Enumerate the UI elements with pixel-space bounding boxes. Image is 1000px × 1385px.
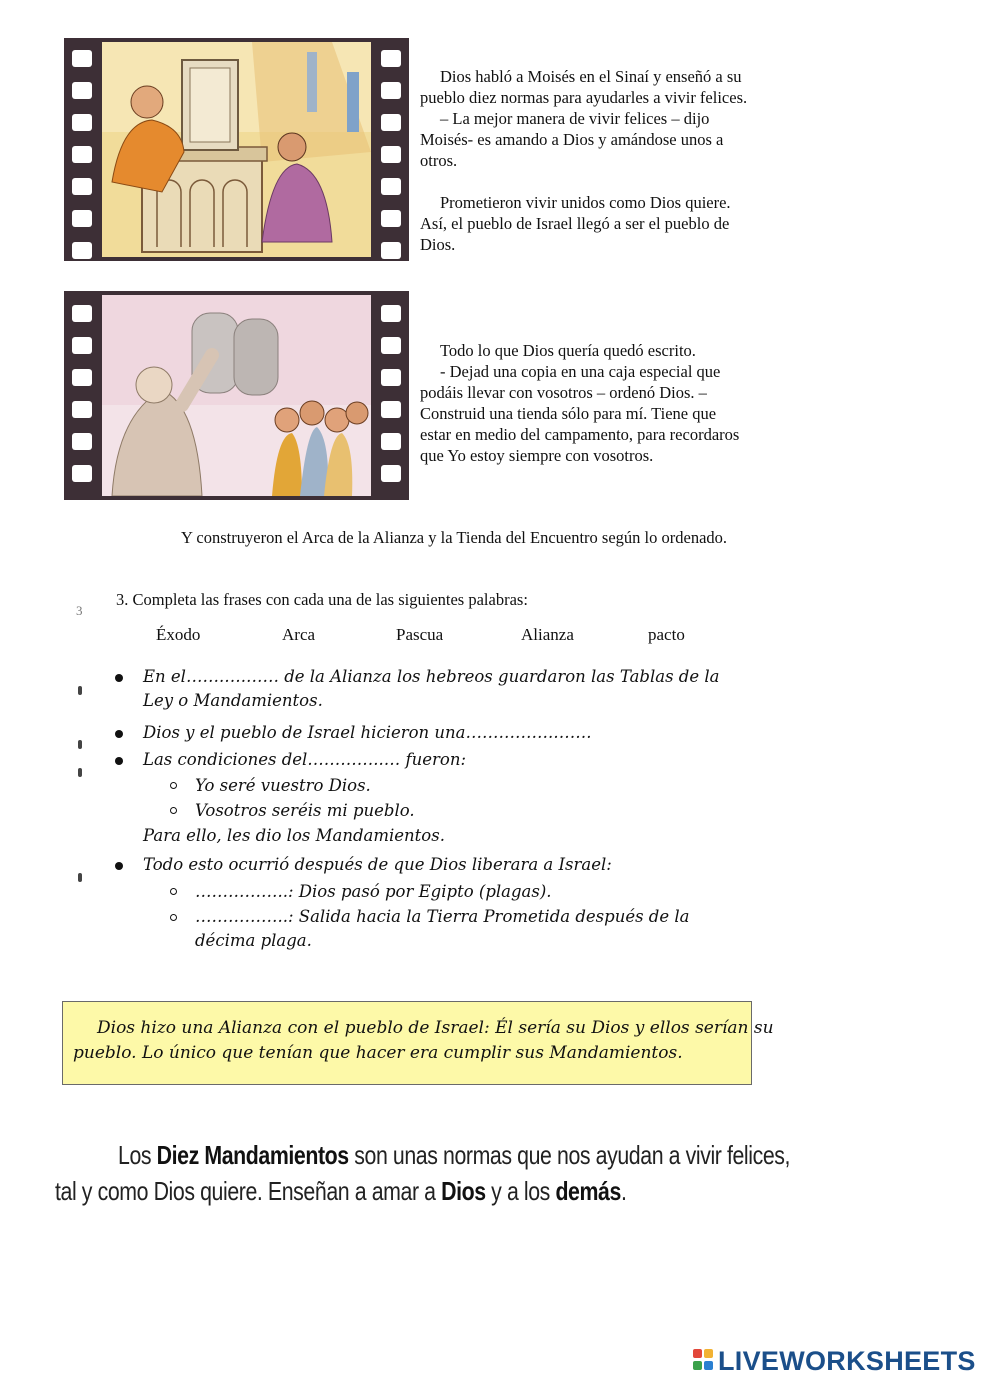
illustration-ark-scene <box>102 42 371 257</box>
circle-bullet-icon <box>170 914 177 921</box>
summary-line-1: Los Diez Mandamientos son unas normas que nos ayudan a vivir felices, <box>118 1140 791 1170</box>
word-bank-item: Alianza <box>521 625 574 644</box>
circle-bullet-icon <box>170 782 177 789</box>
fill-in-sentence[interactable]: En el…….….…… de la Alianza los hebreos guardaron las Tablas de la <box>143 667 720 686</box>
margin-mark <box>78 873 82 882</box>
story-paragraph: Prometieron vivir unidos como Dios quiere. Así, el pueblo de Israel llegó a ser el pueblo de Dios. <box>420 193 731 254</box>
summary-line-2: tal y como Dios quiere. Enseñan a amar a Dios y a los demás. <box>55 1176 627 1206</box>
sub-note: Para ello, les dio los Mandamientos. <box>143 826 445 845</box>
stray-number: 3 <box>76 603 83 618</box>
story-block-2 <box>420 340 745 466</box>
alliance-note-box <box>62 1001 774 1085</box>
fill-in-sentence[interactable]: ……………..: Dios pasó por Egipto (plagas). <box>195 882 552 901</box>
fill-in-sentence[interactable]: Dios y el pueblo de Israel hicieron una…………….……. <box>143 723 592 742</box>
film-strip-illustration-2 <box>64 291 409 500</box>
liveworksheets-logo-icon <box>693 1349 715 1373</box>
word-bank-item: Pascua <box>396 625 444 644</box>
sub-item: Vosotros seréis mi pueblo. <box>195 801 415 820</box>
story-closing: Y construyeron el Arca de la Alianza y la Tienda del Encuentro según lo ordenado. <box>181 528 728 547</box>
fill-in-sentence-cont: Ley o Mandamientos. <box>143 691 323 710</box>
word-bank-item: pacto <box>648 625 685 644</box>
margin-mark <box>78 686 82 695</box>
bullet-icon <box>115 862 123 870</box>
margin-mark <box>78 768 82 777</box>
fill-in-sentence[interactable]: ……………..: Salida hacia la Tierra Prometida después de la <box>195 907 690 926</box>
exercise-instruction: 3. Completa las frases con cada una de las siguientes palabras: <box>116 590 528 609</box>
story-paragraph: Dios habló a Moisés en el Sinaí y enseñó a su pueblo diez normas para ayudarles a vivir felices. <box>420 67 748 107</box>
bullet-icon <box>115 674 123 682</box>
circle-bullet-icon <box>170 807 177 814</box>
note-line: Dios hizo una Alianza con el pueblo de Israel: Él sería su Dios y ellos serían su <box>97 1018 774 1038</box>
illustration-tablets-scene <box>102 295 371 496</box>
fill-in-sentence: Todo esto ocurrió después de que Dios liberara a Israel: <box>143 855 612 874</box>
brand-name: LIVEWORKSHEETS <box>718 1345 976 1376</box>
fill-in-sentence-cont: décima plaga. <box>195 931 312 950</box>
fill-in-sentence[interactable]: Las condiciones del…………..… fueron: <box>143 750 467 769</box>
story-block-1 <box>420 66 750 255</box>
story-paragraph: – La mejor manera de vivir felices – dijo Moisés- es amando a Dios y amándose unos a otros. <box>420 109 724 170</box>
story-paragraph: Todo lo que Dios quería quedó escrito. <box>440 341 696 360</box>
note-line: pueblo. Lo único que tenían que hacer era cumplir sus Mandamientos. <box>73 1043 683 1063</box>
bullet-icon <box>115 757 123 765</box>
bullet-icon <box>115 730 123 738</box>
liveworksheets-logo <box>693 1346 976 1376</box>
margin-mark <box>78 740 82 749</box>
sub-item: Yo seré vuestro Dios. <box>195 776 371 795</box>
film-strip-illustration-1 <box>64 38 409 261</box>
story-paragraph: - Dejad una copia en una caja especial que podáis llevar con vosotros – ordenó Dios. –Construid una tienda sólo para mí. Tiene que estar en medio del campamento, para recordaros que Yo estoy siempre con vosotros. <box>420 362 740 465</box>
word-bank-item: Arca <box>282 625 316 644</box>
word-bank-item: Éxodo <box>156 625 201 644</box>
circle-bullet-icon <box>170 888 177 895</box>
